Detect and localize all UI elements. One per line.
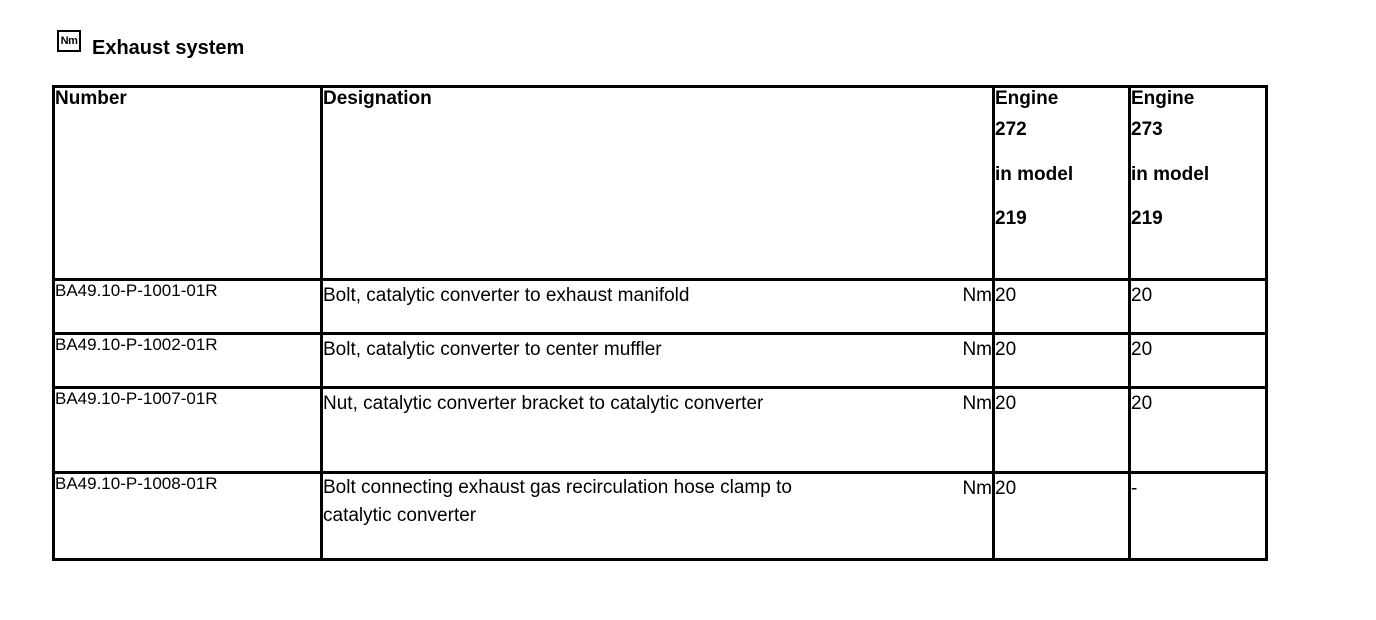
row-number: BA49.10-P-1001-01R	[54, 280, 322, 334]
row-designation-cell	[322, 388, 994, 473]
header-engine-272-line3: in model	[995, 164, 1074, 185]
row-designation-cell	[322, 473, 994, 560]
row-engine-273-value: 20	[1130, 280, 1267, 334]
row-engine-272-value: 20	[994, 334, 1130, 388]
table-row	[54, 334, 1267, 388]
header-designation: Designation	[322, 87, 994, 280]
table-header-row	[54, 87, 1267, 280]
row-unit: Nm	[962, 339, 992, 360]
header-engine-273-line3: in model	[1131, 164, 1210, 185]
header-engine-273	[1130, 87, 1267, 280]
row-designation: Bolt connecting exhaust gas recirculation hose clamp to catalytic converter	[323, 477, 792, 526]
row-engine-272-value: 20	[994, 473, 1130, 560]
header-engine-273-line4: 219	[1131, 208, 1163, 229]
row-designation-cell	[322, 280, 994, 334]
torque-nm-icon: Nm	[57, 30, 81, 52]
table-row	[54, 473, 1267, 560]
header-number: Number	[54, 87, 322, 280]
table-row	[54, 388, 1267, 473]
header-engine-272-line1: Engine	[995, 88, 1059, 109]
row-designation: Nut, catalytic converter bracket to catalytic converter	[323, 393, 764, 414]
table-row	[54, 280, 1267, 334]
row-unit: Nm	[962, 393, 992, 414]
header-engine-273-line1: Engine	[1131, 88, 1195, 109]
row-number: BA49.10-P-1007-01R	[54, 388, 322, 473]
row-engine-273-value: -	[1130, 473, 1267, 560]
header-engine-273-line2: 273	[1131, 119, 1163, 140]
header-engine-272-line2: 272	[995, 119, 1027, 140]
row-engine-273-value: 20	[1130, 334, 1267, 388]
row-number: BA49.10-P-1002-01R	[54, 334, 322, 388]
section-heading	[57, 33, 244, 63]
row-engine-272-value: 20	[994, 388, 1130, 473]
row-designation-cell	[322, 334, 994, 388]
header-engine-272	[994, 87, 1130, 280]
row-designation: Bolt, catalytic converter to center muffler	[323, 339, 662, 360]
row-engine-272-value: 20	[994, 280, 1130, 334]
header-engine-272-line4: 219	[995, 208, 1027, 229]
row-unit: Nm	[962, 285, 992, 306]
row-designation: Bolt, catalytic converter to exhaust manifold	[323, 285, 690, 306]
row-engine-273-value: 20	[1130, 388, 1267, 473]
torque-spec-table	[52, 85, 1268, 561]
section-title: Exhaust system	[92, 36, 245, 59]
row-number: BA49.10-P-1008-01R	[54, 473, 322, 560]
row-unit: Nm	[962, 478, 992, 499]
